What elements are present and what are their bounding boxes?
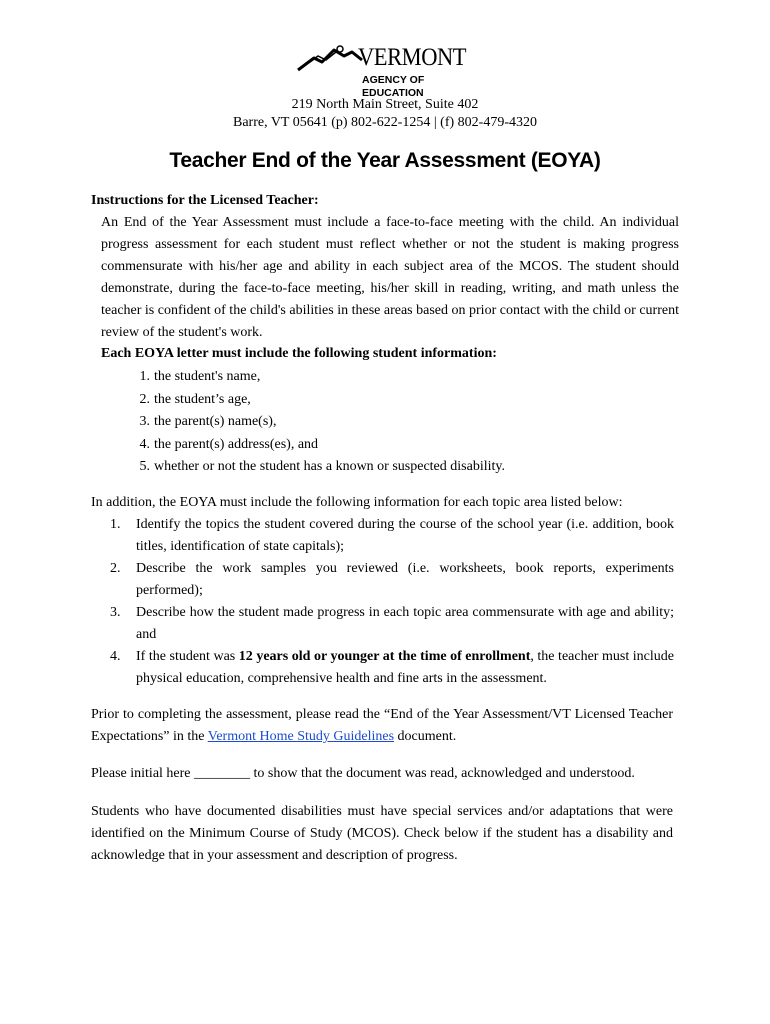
list-item-text: Describe how the student made progress in each topic area commensurate with age and ability; and [136, 605, 674, 642]
list-item-number: 2. [139, 391, 150, 407]
prior-paragraph [91, 704, 673, 748]
list-item [110, 558, 674, 602]
prior-text-after: document. [394, 729, 457, 744]
logo-name: VERMONT [358, 44, 467, 71]
list-item-text: Identify the topics the student covered during the course of the school year (i.e. addition, book titles, identification of state capitals); [136, 517, 674, 554]
list-item [136, 389, 505, 412]
list-item [136, 411, 505, 434]
list-item [110, 514, 674, 558]
list-item-number: 4. [110, 649, 121, 664]
instructions-subheading: Each EOYA letter must include the following student information: [101, 346, 497, 361]
list-item-text: the student's name, [154, 369, 261, 384]
page-title: Teacher End of the Year Assessment (EOYA) [169, 149, 601, 172]
logo-agency: AGENCY OF EDUCATION [362, 74, 425, 99]
list-item-number: 4. [139, 436, 150, 452]
prior-text-before: Prior to completing the assessment, please read the “End of the Year Assessment/VT Licensed Teacher Expectations” in the [91, 707, 673, 744]
list-item [136, 366, 505, 389]
list-item-number: 1. [110, 517, 121, 532]
address-line-1: 219 North Main Street, Suite 402 [291, 97, 479, 112]
student-info-list [136, 366, 505, 479]
disability-paragraph: Students who have documented disabilities must have special services and/or adaptations that were identified on the Minimum Course of Study (MCOS). Check below if the student has a disability and acknowledge that in your assessment and description of progress. [91, 804, 673, 863]
instructions-body: An End of the Year Assessment must include a face-to-face meeting with the child. An individual progress assessment for each student must reflect whether or not the student is making progress commensurate with his/her age and ability in each subject area of the MCOS. The student should demonstrate, during the face-to-face meeting, his/her skill in reading, writing, and math unless the teacher is confident of the child's abilities in these areas based on prior contact with the child or current review of the student's work. [101, 215, 679, 340]
topic-requirements-list [110, 514, 674, 690]
list-item-number: 1. [139, 369, 150, 384]
list-item [110, 646, 674, 690]
list-item-text: Describe the work samples you reviewed (i.e. worksheets, book reports, experiments performed); [136, 561, 674, 598]
list-item-number: 5. [139, 459, 150, 474]
address-line-2: Barre, VT 05641 (p) 802-622-1254 | (f) 802-479-4320 [232, 115, 537, 130]
list-item [136, 456, 505, 479]
list-item-text-before: If the student was [136, 649, 239, 664]
guidelines-link[interactable]: Vermont Home Study Guidelines [207, 729, 395, 744]
initial-line: Please initial here ________ to show that the document was read, acknowledged and understood. [91, 766, 635, 781]
list-item-number: 3. [139, 414, 150, 429]
vermont-logo [296, 40, 476, 99]
list-item-text: the parent(s) name(s), [154, 414, 277, 429]
addition-intro: In addition, the EOYA must include the following information for each topic area listed below: [91, 495, 623, 510]
instructions-heading: Instructions for the Licensed Teacher: [91, 193, 319, 208]
list-item-text: the parent(s) address(es), and [154, 436, 319, 452]
list-item-text: whether or not the student has a known or suspected disability. [154, 459, 505, 474]
vermont-mountain-logo-icon [296, 40, 366, 74]
list-item-text-bold: 12 years old or younger at the time of enrollment [238, 649, 531, 664]
list-item-text-after: , the teacher must include physical education, comprehensive health and fine arts in the assessment. [136, 649, 674, 686]
list-item [110, 602, 674, 646]
list-item-text: the student’s age, [154, 391, 251, 407]
list-item [136, 434, 505, 457]
list-item-number: 3. [110, 605, 121, 620]
list-item-number: 2. [110, 561, 121, 576]
